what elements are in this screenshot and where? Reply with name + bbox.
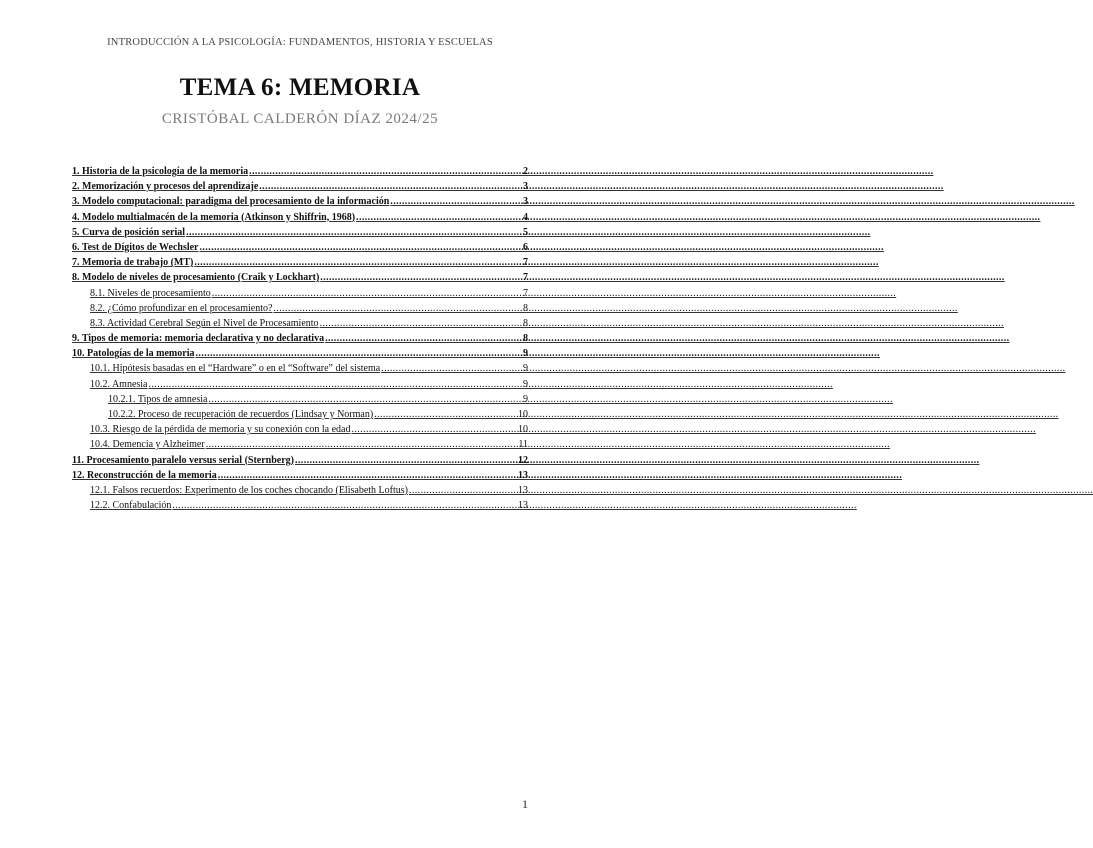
toc-dot-leader xyxy=(194,255,522,270)
toc-entry-page: 11 xyxy=(518,439,528,451)
toc-entry-label: 8.2. ¿Cómo profundizar en el procesamiento? xyxy=(90,302,273,314)
toc-entry-page: 4 xyxy=(523,211,528,223)
toc-entry-page: 13 xyxy=(518,500,528,512)
toc-entry-page: 9 xyxy=(523,348,528,360)
toc-entry-label: 6. Test de Dígitos de Wechsler xyxy=(72,241,199,253)
toc-entry-page: 9 xyxy=(523,393,528,405)
toc-dot-leader xyxy=(172,498,517,513)
toc-entry-label: 10.2.2. Proceso de recuperación de recuerdos (Lindsay y Norman) xyxy=(108,409,374,420)
toc-entry-page: 7 xyxy=(523,272,528,284)
toc-dot-leader xyxy=(259,179,522,194)
toc-entry-label: 8. Modelo de niveles de procesamiento (Craik y Lockhart) xyxy=(72,272,320,284)
toc-entry-label: 10. Patologías de la memoria xyxy=(72,348,195,360)
toc-entry-page: 9 xyxy=(523,378,528,390)
toc-entry-page: 10 xyxy=(518,424,528,436)
toc-entry-12-1[interactable] xyxy=(72,483,528,498)
running-header: INTRODUCCIÓN A LA PSICOLOGÍA: FUNDAMENTOS, HISTORIA Y ESCUELAS xyxy=(107,37,493,48)
toc-entry-10-2-1[interactable] xyxy=(72,392,528,407)
toc-dot-leader xyxy=(208,392,522,407)
toc-entry-label: 8.1. Niveles de procesamiento xyxy=(90,287,211,299)
toc-entry-2[interactable] xyxy=(72,179,528,194)
toc-dot-leader xyxy=(273,301,522,316)
toc-entry-page: 8 xyxy=(523,317,528,329)
toc-entry-9[interactable] xyxy=(72,331,528,346)
toc-dot-leader xyxy=(186,225,522,240)
toc-entry-page: 7 xyxy=(523,257,528,269)
document-title: TEMA 6: MEMORIA xyxy=(179,74,421,101)
toc-entry-page: 12 xyxy=(518,454,528,466)
toc-entry-page: 6 xyxy=(523,241,528,253)
toc-entry-label: 10.4. Demencia y Alzheimer xyxy=(90,439,205,451)
toc-dot-leader xyxy=(195,346,522,361)
document-subtitle: CRISTÓBAL CALDERÓN DÍAZ 2024/25 xyxy=(161,111,439,127)
toc-dot-leader xyxy=(149,377,523,392)
toc-dot-leader xyxy=(199,240,522,255)
toc-entry-12[interactable] xyxy=(72,468,528,483)
toc-entry-label: 10.2. Amnesia xyxy=(90,378,148,390)
toc-entry-label: 12. Reconstrucción de la memoria xyxy=(72,469,217,481)
toc-dot-leader xyxy=(409,483,517,498)
toc-entry-8-1[interactable] xyxy=(72,286,528,301)
toc-entry-page: 13 xyxy=(518,469,528,481)
toc-entry-label: 5. Curva de posición serial xyxy=(72,226,186,238)
toc-entry-12-2[interactable] xyxy=(72,498,528,513)
toc-entry-label: 11. Procesamiento paralelo versus serial (Sternberg) xyxy=(72,454,294,466)
toc-entry-page: 3 xyxy=(523,196,528,208)
toc-dot-leader xyxy=(212,286,522,301)
toc-entry-page: 8 xyxy=(523,333,528,345)
page-number: 1 xyxy=(522,797,528,811)
toc-dot-leader xyxy=(206,437,518,452)
toc-entry-5[interactable] xyxy=(72,225,528,240)
toc-entry-label: 3. Modelo computacional: paradigma del procesamiento de la información xyxy=(72,196,390,208)
toc-entry-page: 10 xyxy=(518,409,528,420)
toc-entry-8[interactable] xyxy=(72,270,528,285)
toc-dot-leader xyxy=(320,270,522,285)
toc-entry-label: 7. Memoria de trabajo (MT) xyxy=(72,257,194,269)
toc-entry-10-1[interactable] xyxy=(72,361,528,376)
toc-entry-10-2[interactable] xyxy=(72,377,528,392)
toc-entry-10-3[interactable] xyxy=(72,422,528,437)
toc-entry-4[interactable] xyxy=(72,210,528,225)
toc-entry-page: 5 xyxy=(523,226,528,238)
toc-entry-page: 3 xyxy=(523,181,528,193)
toc-dot-leader xyxy=(381,361,522,376)
toc-dot-leader xyxy=(218,468,517,483)
toc-entry-label: 10.2.1. Tipos de amnesia xyxy=(108,393,208,405)
toc-entry-page: 13 xyxy=(518,484,528,496)
toc-entry-11[interactable] xyxy=(72,453,528,468)
toc-entry-label: 8.3. Actividad Cerebral Según el Nivel de Procesamiento xyxy=(90,317,319,329)
toc-entry-10[interactable] xyxy=(72,346,528,361)
toc-entry-8-3[interactable] xyxy=(72,316,528,331)
toc-entry-label: 1. Historia de la psicología de la memoria xyxy=(72,166,249,177)
toc-entry-7[interactable] xyxy=(72,255,528,270)
toc-entry-page: 9 xyxy=(523,363,528,375)
toc-entry-label: 4. Modelo multialmacén de la memoria (Atkinson y Shiffrin, 1968) xyxy=(72,211,356,223)
toc-entry-1[interactable] xyxy=(72,164,528,179)
toc-entry-page: 8 xyxy=(523,302,528,314)
toc-entry-label: 9. Tipos de memoria: memoria declarativa y no declarativa xyxy=(72,333,325,345)
toc-entry-label: 10.1. Hipótesis basadas en el “Hardware” o en el “Software” del sistema xyxy=(90,363,381,375)
toc-entry-page: 7 xyxy=(523,287,528,299)
toc-dot-leader xyxy=(356,210,522,225)
toc-dot-leader xyxy=(320,316,522,331)
toc-entry-page: 2 xyxy=(523,166,528,177)
toc-entry-label: 2. Memorización y procesos del aprendizaje xyxy=(72,181,259,193)
toc-entry-8-2[interactable] xyxy=(72,301,528,316)
toc-dot-leader xyxy=(374,407,517,422)
toc-entry-label: 12.1. Falsos recuerdos: Experimento de los coches chocando (Elisabeth Loftus) xyxy=(90,484,408,496)
toc-dot-leader xyxy=(325,331,522,346)
toc-dot-leader xyxy=(249,164,522,179)
toc-entry-10-4[interactable] xyxy=(72,437,528,452)
toc-entry-3[interactable] xyxy=(72,194,528,209)
toc-dot-leader xyxy=(390,194,522,209)
toc-dot-leader xyxy=(295,453,517,468)
table-of-contents xyxy=(72,164,528,513)
toc-entry-6[interactable] xyxy=(72,240,528,255)
toc-dot-leader xyxy=(351,422,517,437)
toc-entry-10-2-2[interactable] xyxy=(72,407,528,422)
toc-entry-label: 10.3. Riesgo de la pérdida de memoria y su conexión con la edad xyxy=(90,424,351,436)
toc-entry-label: 12.2. Confabulación xyxy=(90,500,172,512)
